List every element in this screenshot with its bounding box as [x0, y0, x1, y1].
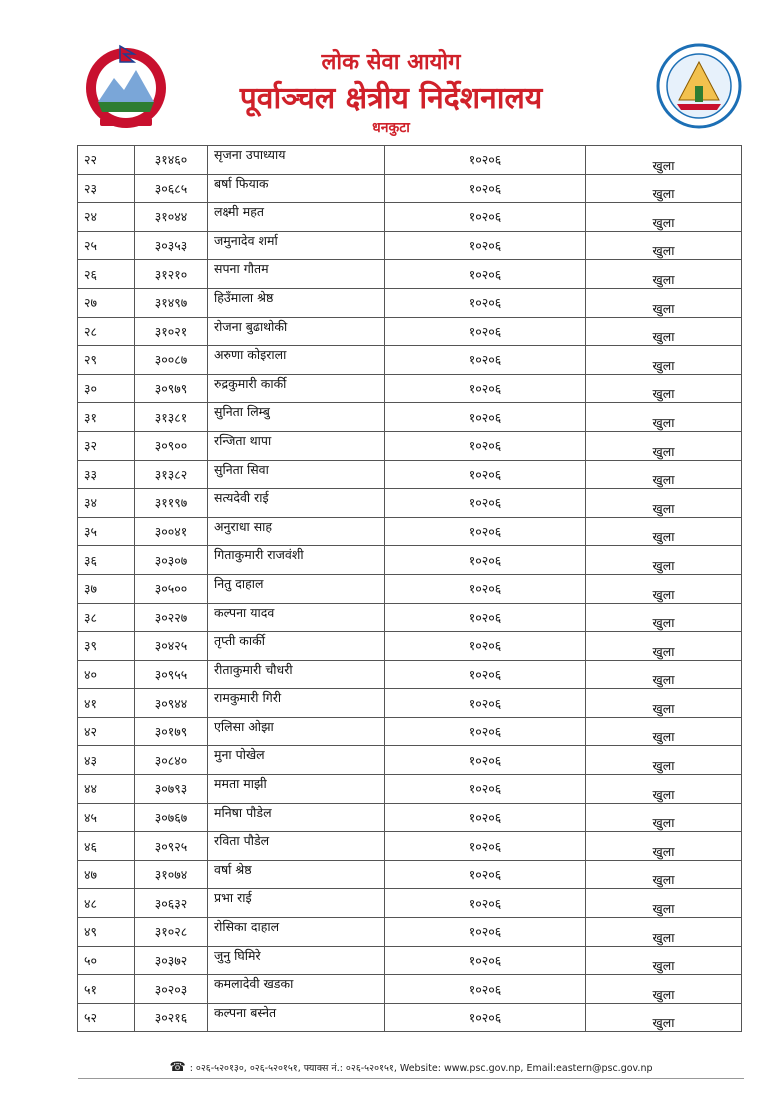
category: खुला [586, 975, 742, 1004]
table-row [78, 746, 742, 775]
commission-name: लोक सेवा आयोग [321, 50, 461, 75]
roll-number: ३०९४४ [135, 689, 208, 718]
serial-number: ५१ [78, 975, 135, 1004]
category: खुला [586, 574, 742, 603]
candidate-name: कमलादेवी खडका [208, 975, 385, 1004]
advertisement-code: १०२०६ [385, 889, 586, 918]
category: खुला [586, 889, 742, 918]
candidate-name: अनुराधा साह [208, 517, 385, 546]
advertisement-code: १०२०६ [385, 460, 586, 489]
footer-contact [78, 1060, 744, 1075]
advertisement-code: १०२०६ [385, 288, 586, 317]
category: खुला [586, 546, 742, 575]
candidate-name: रन्जिता थापा [208, 431, 385, 460]
table-row [78, 203, 742, 232]
candidate-name: रामकुमारी गिरी [208, 689, 385, 718]
serial-number: २२ [78, 146, 135, 175]
candidate-name: रोजना बुढाथोकी [208, 317, 385, 346]
category: खुला [586, 260, 742, 289]
table-row [78, 489, 742, 518]
category: खुला [586, 517, 742, 546]
serial-number: ३८ [78, 603, 135, 632]
roll-number: ३०५०० [135, 574, 208, 603]
serial-number: ३९ [78, 632, 135, 661]
advertisement-code: १०२०६ [385, 689, 586, 718]
category: खुला [586, 374, 742, 403]
table-row [78, 803, 742, 832]
category: खुला [586, 203, 742, 232]
advertisement-code: १०२०६ [385, 975, 586, 1004]
regional-office-name: पूर्वाञ्चल क्षेत्रीय निर्देशनालय [239, 81, 543, 116]
serial-number: ३७ [78, 574, 135, 603]
table-row [78, 918, 742, 947]
roll-number: ३०७९३ [135, 775, 208, 804]
office-location: धनकुटा [372, 120, 410, 136]
roll-number: ३१०४४ [135, 203, 208, 232]
table-row [78, 775, 742, 804]
serial-number: ३४ [78, 489, 135, 518]
advertisement-code: १०२०६ [385, 174, 586, 203]
roll-number: ३०१७९ [135, 717, 208, 746]
table-row [78, 517, 742, 546]
advertisement-code: १०२०६ [385, 632, 586, 661]
serial-number: २८ [78, 317, 135, 346]
advertisement-code: १०२०६ [385, 717, 586, 746]
candidate-name: सपना गौतम [208, 260, 385, 289]
category: खुला [586, 946, 742, 975]
category: खुला [586, 775, 742, 804]
category: खुला [586, 403, 742, 432]
serial-number: ५२ [78, 1003, 135, 1032]
category: खुला [586, 146, 742, 175]
candidate-name: तृप्ती कार्की [208, 632, 385, 661]
roll-number: ३०२१६ [135, 1003, 208, 1032]
roll-number: ३१०७४ [135, 860, 208, 889]
candidate-name: अरुणा कोइराला [208, 346, 385, 375]
advertisement-code: १०२०६ [385, 374, 586, 403]
serial-number: ४४ [78, 775, 135, 804]
serial-number: २६ [78, 260, 135, 289]
roll-number: ३१३८२ [135, 460, 208, 489]
category: खुला [586, 489, 742, 518]
table-row [78, 431, 742, 460]
serial-number: ४१ [78, 689, 135, 718]
advertisement-code: १०२०६ [385, 203, 586, 232]
candidate-name: सृजना उपाध्याय [208, 146, 385, 175]
category: खुला [586, 632, 742, 661]
category: खुला [586, 346, 742, 375]
table-row [78, 860, 742, 889]
candidate-list-table [77, 145, 742, 1032]
candidate-name: सत्यदेवी राई [208, 489, 385, 518]
roll-number: ३१०२१ [135, 317, 208, 346]
table-row [78, 460, 742, 489]
advertisement-code: १०२०६ [385, 346, 586, 375]
category: खुला [586, 603, 742, 632]
category: खुला [586, 431, 742, 460]
candidate-name: रुद्रकुमारी कार्की [208, 374, 385, 403]
table-row [78, 546, 742, 575]
category: खुला [586, 832, 742, 861]
category: खुला [586, 231, 742, 260]
roll-number: ३०३५३ [135, 231, 208, 260]
serial-number: ४३ [78, 746, 135, 775]
roll-number: ३०२०३ [135, 975, 208, 1004]
advertisement-code: १०२०६ [385, 517, 586, 546]
roll-number: ३१०२८ [135, 918, 208, 947]
candidate-name: ममता माझी [208, 775, 385, 804]
category: खुला [586, 460, 742, 489]
advertisement-code: १०२०६ [385, 431, 586, 460]
advertisement-code: १०२०६ [385, 146, 586, 175]
roll-number: ३०९२५ [135, 832, 208, 861]
footer-divider [78, 1078, 744, 1079]
roll-number: ३०९७९ [135, 374, 208, 403]
advertisement-code: १०२०६ [385, 231, 586, 260]
advertisement-code: १०२०६ [385, 918, 586, 947]
roll-number: ३००४१ [135, 517, 208, 546]
serial-number: ४८ [78, 889, 135, 918]
table-row [78, 689, 742, 718]
candidate-name: लक्ष्मी महत [208, 203, 385, 232]
candidate-name: प्रभा राई [208, 889, 385, 918]
advertisement-code: १०२०६ [385, 260, 586, 289]
candidate-name: रविता पौडेल [208, 832, 385, 861]
candidate-name: जमुनादेव शर्मा [208, 231, 385, 260]
serial-number: ३३ [78, 460, 135, 489]
category: खुला [586, 860, 742, 889]
category: खुला [586, 317, 742, 346]
table-row [78, 975, 742, 1004]
advertisement-code: १०२०६ [385, 546, 586, 575]
candidate-name: कल्पना यादव [208, 603, 385, 632]
roll-number: ३०६३२ [135, 889, 208, 918]
advertisement-code: १०२०६ [385, 574, 586, 603]
candidate-name: रोसिका दाहाल [208, 918, 385, 947]
candidate-name: सुनिता सिवा [208, 460, 385, 489]
serial-number: ३६ [78, 546, 135, 575]
table-row [78, 346, 742, 375]
serial-number: ३५ [78, 517, 135, 546]
psc-logo-icon [655, 42, 743, 130]
table-row [78, 717, 742, 746]
roll-number: ३०६८५ [135, 174, 208, 203]
advertisement-code: १०२०६ [385, 832, 586, 861]
roll-number: ३१४९७ [135, 288, 208, 317]
candidate-name: एलिसा ओझा [208, 717, 385, 746]
roll-number: ३००८७ [135, 346, 208, 375]
roll-number: ३११९७ [135, 489, 208, 518]
table-row [78, 574, 742, 603]
advertisement-code: १०२०६ [385, 746, 586, 775]
candidate-name: रीताकुमारी चौधरी [208, 660, 385, 689]
serial-number: ४९ [78, 918, 135, 947]
serial-number: ३० [78, 374, 135, 403]
candidate-name: गिताकुमारी राजवंशी [208, 546, 385, 575]
advertisement-code: १०२०६ [385, 489, 586, 518]
category: खुला [586, 1003, 742, 1032]
serial-number: २४ [78, 203, 135, 232]
roll-number: ३१४६० [135, 146, 208, 175]
category: खुला [586, 660, 742, 689]
table-row [78, 146, 742, 175]
roll-number: ३०३७२ [135, 946, 208, 975]
roll-number: ३०७६७ [135, 803, 208, 832]
candidate-name: मनिषा पौडेल [208, 803, 385, 832]
advertisement-code: १०२०६ [385, 803, 586, 832]
serial-number: २५ [78, 231, 135, 260]
roll-number: ३१२१० [135, 260, 208, 289]
category: खुला [586, 689, 742, 718]
table-row [78, 603, 742, 632]
category: खुला [586, 803, 742, 832]
candidate-name: हिउँमाला श्रेष्ठ [208, 288, 385, 317]
serial-number: २३ [78, 174, 135, 203]
category: खुला [586, 174, 742, 203]
roll-number: ३०४२५ [135, 632, 208, 661]
roll-number: ३०९०० [135, 431, 208, 460]
candidate-name: नितु दाहाल [208, 574, 385, 603]
table-row [78, 889, 742, 918]
candidate-name: वर्षा श्रेष्ठ [208, 860, 385, 889]
serial-number: २७ [78, 288, 135, 317]
category: खुला [586, 288, 742, 317]
serial-number: ४६ [78, 832, 135, 861]
table-row [78, 1003, 742, 1032]
category: खुला [586, 746, 742, 775]
table-row [78, 231, 742, 260]
table-row [78, 374, 742, 403]
roll-number: ३०८४० [135, 746, 208, 775]
advertisement-code: १०२०६ [385, 660, 586, 689]
table-row [78, 317, 742, 346]
telephone-icon: ☎ [169, 1060, 186, 1075]
table-row [78, 174, 742, 203]
advertisement-code: १०२०६ [385, 775, 586, 804]
candidate-name: कल्पना बस्नेत [208, 1003, 385, 1032]
candidate-name: जुनु घिमिरे [208, 946, 385, 975]
advertisement-code: १०२०६ [385, 603, 586, 632]
footer-text: : ०२६-५२०१३०, ०२६-५२०१५१, फ्याक्स नं.: ०२६-५२०१५१, Website: www.psc.gov.np, Email:eastern@psc.gov.np [189, 1063, 653, 1074]
roll-number: ३१३८१ [135, 403, 208, 432]
serial-number: ४७ [78, 860, 135, 889]
roll-number: ३०२२७ [135, 603, 208, 632]
candidate-name: बर्षा फियाक [208, 174, 385, 203]
table-row [78, 260, 742, 289]
candidate-name: मुना पोखेल [208, 746, 385, 775]
roll-number: ३०९५५ [135, 660, 208, 689]
table-row [78, 288, 742, 317]
advertisement-code: १०२०६ [385, 317, 586, 346]
table-row [78, 832, 742, 861]
table-row [78, 660, 742, 689]
table-row [78, 632, 742, 661]
serial-number: २९ [78, 346, 135, 375]
roll-number: ३०३०७ [135, 546, 208, 575]
category: खुला [586, 717, 742, 746]
advertisement-code: १०२०६ [385, 1003, 586, 1032]
serial-number: ५० [78, 946, 135, 975]
advertisement-code: १०२०६ [385, 860, 586, 889]
advertisement-code: १०२०६ [385, 403, 586, 432]
serial-number: ४५ [78, 803, 135, 832]
table-row [78, 403, 742, 432]
serial-number: ४२ [78, 717, 135, 746]
advertisement-code: १०२०६ [385, 946, 586, 975]
category: खुला [586, 918, 742, 947]
serial-number: ३१ [78, 403, 135, 432]
table-row [78, 946, 742, 975]
serial-number: ३२ [78, 431, 135, 460]
candidate-name: सुनिता लिम्बु [208, 403, 385, 432]
document-header [0, 0, 782, 140]
serial-number: ४० [78, 660, 135, 689]
